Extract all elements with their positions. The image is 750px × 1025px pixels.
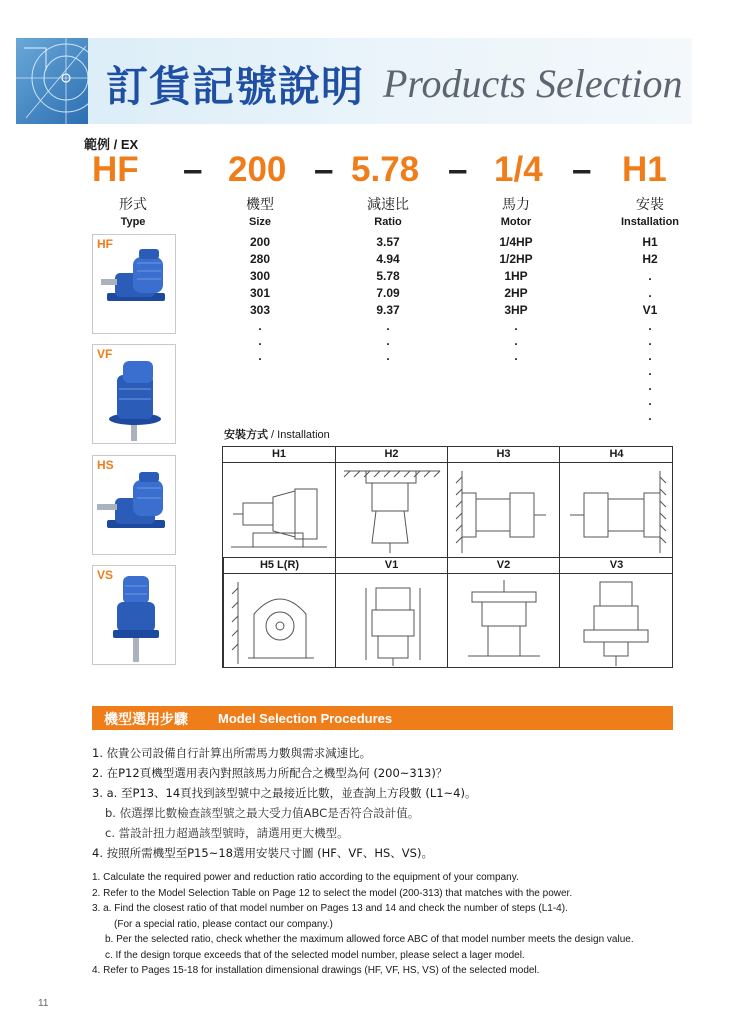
installation-cell-label: V3 [560, 558, 673, 574]
column-type [78, 194, 188, 228]
list-item: . [648, 286, 652, 300]
mount-h3-drawing-icon [448, 463, 560, 557]
list-item: 7.09 [376, 286, 400, 300]
product-label: VS [97, 568, 114, 582]
installation-cell-label: H3 [448, 447, 559, 463]
column-motor-zh: 馬力 [502, 197, 530, 213]
list-item: 280 [249, 252, 271, 266]
installation-label [224, 426, 330, 442]
list-item: . [648, 394, 652, 408]
installation-cell-label: H2 [336, 447, 447, 463]
column-size-zh: 機型 [246, 197, 274, 213]
page-title-zh: 訂貨記號說明 [106, 62, 365, 111]
installation-v1 [335, 557, 447, 668]
list-item: . [648, 379, 652, 393]
column-installation-en: Installation [620, 216, 680, 228]
installation-h2 [335, 447, 447, 557]
list-item: 300 [249, 269, 271, 283]
list-item: 2HP [504, 286, 528, 300]
procedures-header [92, 706, 673, 730]
installation-values [595, 234, 705, 424]
column-type-en: Type [120, 216, 146, 228]
page-title-en: Products Selection [383, 61, 683, 106]
product-vs [92, 565, 176, 665]
list-item: 2. Refer to the Model Selection Table on Page 12 to select the model (200-313) that matches with the power. [92, 887, 573, 899]
list-item: . [386, 334, 390, 348]
list-item: 1/2HP [499, 252, 533, 266]
list-item: 1/4HP [499, 235, 533, 249]
list-item: . [386, 349, 390, 363]
code-dash: – [572, 150, 592, 189]
list-item: . [514, 319, 518, 333]
installation-cell-label: V2 [448, 558, 559, 574]
code-ratio: 5.78 [351, 150, 420, 189]
list-item: 9.37 [376, 303, 400, 317]
product-vf [92, 344, 176, 444]
list-item: . [258, 349, 262, 363]
code-dash: – [314, 150, 334, 189]
list-item: 4. Refer to Pages 15-18 for installation dimensional drawings (HF, VF, HS, VS) of the selected model. [92, 965, 540, 976]
list-item: 301 [249, 286, 271, 300]
installation-grid [222, 446, 673, 668]
installation-cell-label: H4 [560, 447, 673, 463]
installation-label-en: / Installation [268, 429, 330, 441]
column-motor [461, 194, 571, 228]
list-item: (For a special ratio, please contact our company.) [114, 918, 333, 930]
list-item: 3. a. 至P13、14頁找到該型號中之最接近比數，並查詢上方段數 (L1~4)。 [92, 786, 477, 800]
compass-logo-icon [16, 38, 88, 124]
list-item: . [648, 334, 652, 348]
mount-v1-drawing-icon [336, 574, 448, 668]
product-label: HF [97, 237, 113, 251]
list-item: 4. 按照所需機型至P15~18選用安裝尺寸圖 (HF、VF、HS、VS)。 [92, 846, 433, 860]
list-item: . [514, 349, 518, 363]
list-item: . [258, 334, 262, 348]
code-type: HF [92, 150, 139, 189]
page-number: 11 [38, 998, 49, 1009]
installation-h1 [223, 447, 335, 557]
list-item: . [648, 349, 652, 363]
installation-h4 [559, 447, 673, 557]
installation-cell-label: V1 [336, 558, 447, 574]
product-label: HS [97, 458, 114, 472]
list-item: . [258, 319, 262, 333]
product-hf [92, 234, 176, 334]
list-item: 1. Calculate the required power and reduction ratio according to the equipment of your company. [92, 872, 519, 883]
list-item: 200 [249, 235, 271, 249]
code-motor: 1/4 [494, 150, 543, 189]
column-type-zh: 形式 [119, 197, 147, 213]
list-item: c. If the design torque exceeds that of the selected model number, please select a lager model. [105, 949, 525, 961]
list-item: b. Per the selected ratio, check whether the maximum allowed force ABC of that model number meets the design value. [105, 934, 634, 945]
list-item: 2. 在P12頁機型選用表內對照該馬力所配合之機型為何 (200~313)？ [92, 766, 448, 780]
list-item: 4.94 [376, 252, 400, 266]
list-item: . [648, 269, 652, 283]
column-installation [595, 194, 705, 228]
procedures-title-zh: 機型選用步驟 [104, 712, 188, 728]
list-item: . [648, 364, 652, 378]
code-size: 200 [228, 150, 287, 189]
installation-cell-label: H1 [223, 447, 335, 463]
procedures-en [92, 870, 732, 979]
product-label: VF [97, 347, 113, 361]
product-hs [92, 455, 176, 555]
list-item: 3. a. Find the closest ratio of that model number on Pages 13 and 14 and check the number of steps (L1-4). [92, 903, 568, 914]
list-item: . [386, 319, 390, 333]
mount-h1-drawing-icon [223, 463, 335, 557]
mount-v2-drawing-icon [448, 574, 560, 668]
installation-v2 [447, 557, 559, 668]
column-ratio-zh: 減速比 [367, 197, 409, 213]
list-item: 303 [249, 303, 271, 317]
ratio-values [333, 234, 443, 364]
list-item: H2 [642, 252, 658, 266]
example-label: 範例 / EX [84, 137, 139, 152]
column-ratio-en: Ratio [374, 216, 402, 228]
code-dash: – [183, 150, 203, 189]
list-item: . [514, 334, 518, 348]
mount-h5-drawing-icon [224, 574, 336, 668]
column-size [205, 194, 315, 228]
column-installation-zh: 安裝 [636, 197, 664, 213]
installation-h5 [223, 557, 335, 668]
installation-h3 [447, 447, 559, 557]
list-item: . [648, 409, 652, 423]
list-item: 3.57 [376, 235, 400, 249]
mount-v3-drawing-icon [560, 574, 672, 668]
code-dash: – [448, 150, 468, 189]
list-item: 3HP [504, 303, 528, 317]
motor-values [461, 234, 571, 364]
example-code [0, 150, 750, 190]
mount-h2-drawing-icon [336, 463, 448, 557]
list-item: H1 [642, 235, 658, 249]
list-item: 1HP [504, 269, 528, 283]
procedures-zh [92, 743, 692, 863]
list-item: b. 依選擇比數檢查該型號之最大受力值ABC是否符合設計值。 [105, 806, 420, 820]
installation-label-zh: 安裝方式 [224, 428, 268, 441]
mount-h4-drawing-icon [560, 463, 672, 557]
column-ratio [333, 194, 443, 228]
column-size-en: Size [248, 216, 271, 228]
size-values [205, 234, 315, 364]
list-item: c. 當設計扭力超過該型號時，請選用更大機型。 [105, 826, 349, 840]
procedures-title-en: Model Selection Procedures [218, 711, 393, 726]
code-installation: H1 [622, 150, 667, 189]
installation-cell-label: H5 L(R) [224, 558, 335, 574]
list-item: 1. 依貴公司設備自行計算出所需馬力數與需求減速比。 [92, 746, 372, 760]
list-item: 5.78 [376, 269, 400, 283]
installation-v3 [559, 557, 673, 668]
list-item: V1 [642, 303, 658, 317]
list-item: . [648, 319, 652, 333]
column-motor-en: Motor [500, 216, 532, 228]
